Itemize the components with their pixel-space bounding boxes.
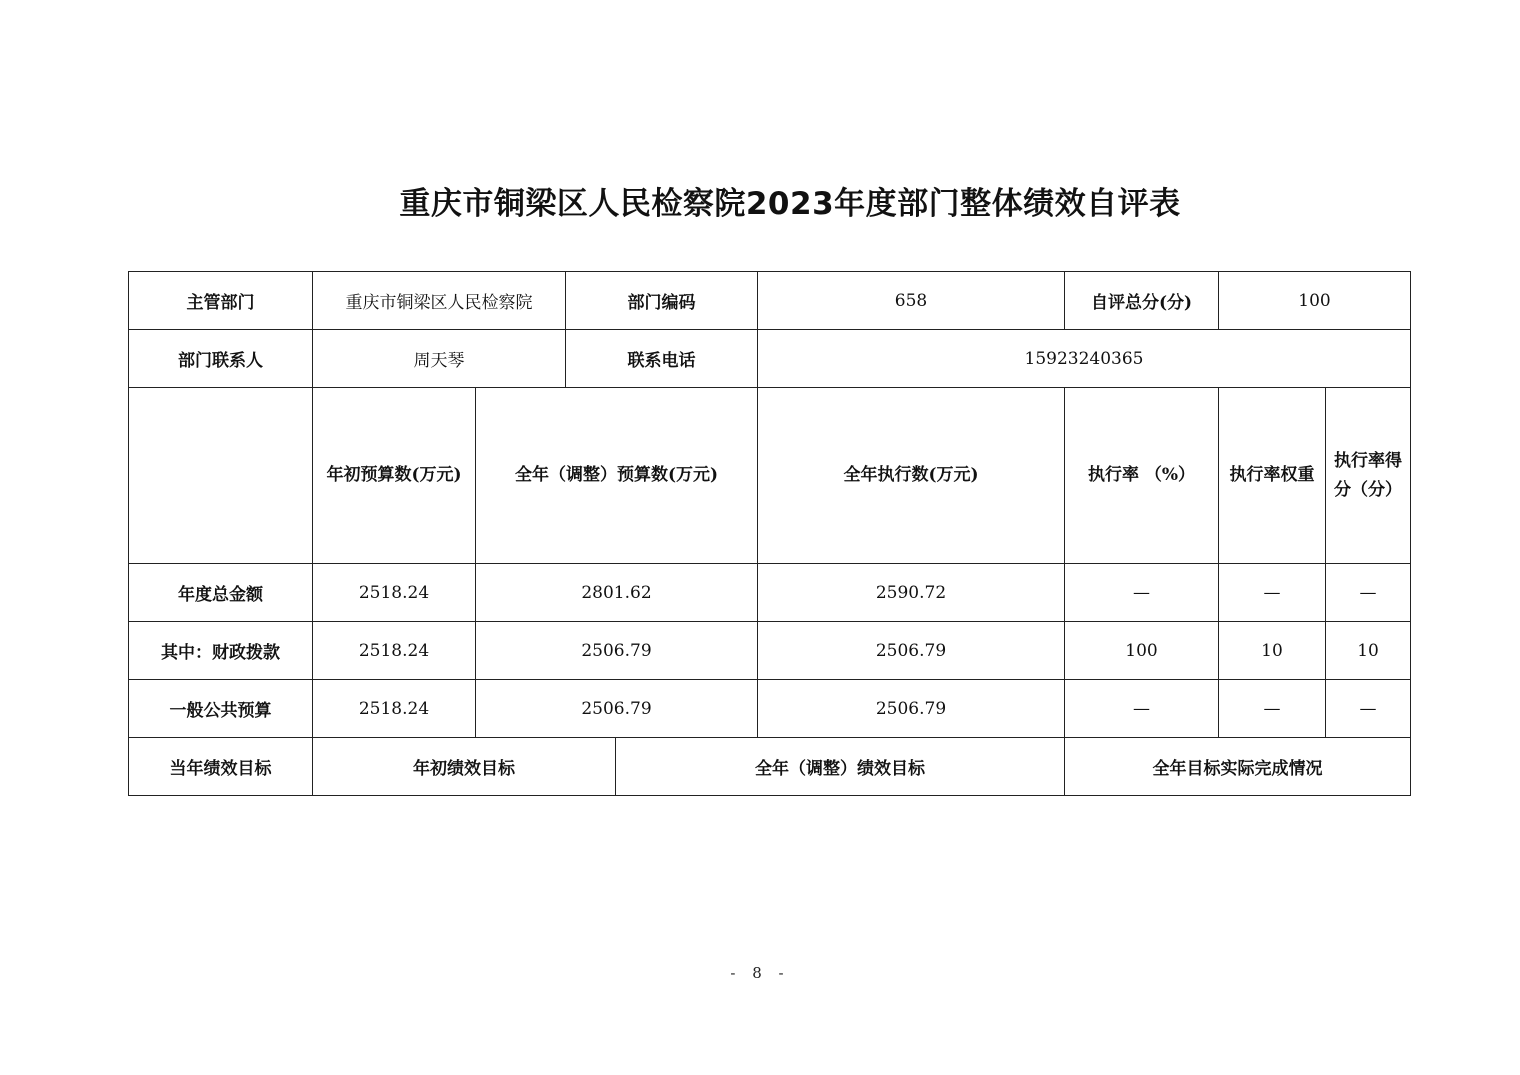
executed-cell: 2590.72 [758,564,1065,622]
code-label: 部门编码 [566,272,758,330]
header-weight: 执行率权重 [1219,388,1326,564]
info-row-dept [129,272,1411,330]
adjusted-cell: 2506.79 [476,622,758,680]
goals-adjusted: 全年（调整）绩效目标 [616,738,1065,796]
rate-cell: 100 [1065,622,1219,680]
row-label: 一般公共预算 [129,680,313,738]
initial-cell: 2518.24 [313,564,476,622]
score-label: 自评总分(分) [1065,272,1219,330]
budget-header-row [129,388,1411,564]
score-value: 100 [1219,272,1411,330]
goals-actual: 全年目标实际完成情况 [1065,738,1411,796]
adjusted-cell: 2506.79 [476,680,758,738]
budget-header-blank [129,388,313,564]
rate-cell: — [1065,564,1219,622]
initial-cell: 2518.24 [313,622,476,680]
executed-cell: 2506.79 [758,622,1065,680]
score-cell: — [1326,680,1411,738]
rate-cell: — [1065,680,1219,738]
table-row [129,680,1411,738]
header-executed: 全年执行数(万元) [758,388,1065,564]
document-title: 重庆市铜梁区人民检察院2023年度部门整体绩效自评表 [399,186,1181,222]
code-value: 658 [758,272,1065,330]
page-number: - 8 - [730,964,790,982]
row-label: 年度总金额 [129,564,313,622]
header-score: 执行率得分（分） [1326,388,1411,564]
info-row-contact [129,330,1411,388]
adjusted-cell: 2801.62 [476,564,758,622]
header-adjusted-budget: 全年（调整）预算数(万元) [476,388,758,564]
contact-label: 部门联系人 [129,330,313,388]
goals-label: 当年绩效目标 [129,738,313,796]
dept-label: 主管部门 [129,272,313,330]
performance-evaluation-table [128,271,1411,796]
table-row [129,622,1411,680]
weight-cell: — [1219,680,1326,738]
dept-value: 重庆市铜梁区人民检察院 [313,272,566,330]
executed-cell: 2506.79 [758,680,1065,738]
header-initial-budget: 年初预算数(万元) [313,388,476,564]
row-label: 其中：财政拨款 [129,622,313,680]
initial-cell: 2518.24 [313,680,476,738]
score-cell: — [1326,564,1411,622]
goals-header-row [129,738,1411,796]
table-row [129,564,1411,622]
phone-value: 15923240365 [758,330,1411,388]
goals-initial: 年初绩效目标 [313,738,616,796]
weight-cell: 10 [1219,622,1326,680]
header-rate: 执行率 （%） [1065,388,1219,564]
contact-value: 周天琴 [313,330,566,388]
phone-label: 联系电话 [566,330,758,388]
score-cell: 10 [1326,622,1411,680]
weight-cell: — [1219,564,1326,622]
